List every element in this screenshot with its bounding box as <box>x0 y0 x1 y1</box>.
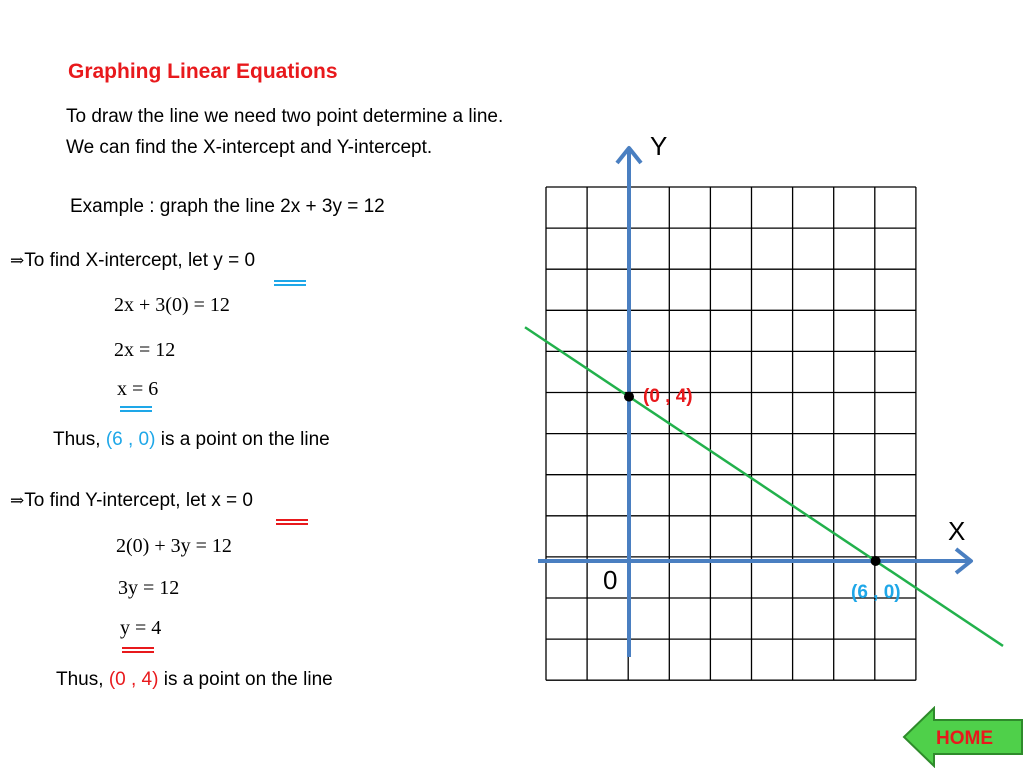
intro-line-2: We can find the X-intercept and Y-intercept. <box>66 137 433 158</box>
y-intercept-eq-3: y = 4 <box>120 617 162 639</box>
example-statement: Example : graph the line 2x + 3y = 12 <box>70 196 385 217</box>
x-intercept-heading-text: To find X-intercept, let y = 0 <box>24 250 256 271</box>
x-intercept-conclusion: Thus, (6 , 0) is a point on the line <box>53 429 330 450</box>
x-intercept-point-label: (6 , 0) <box>851 582 901 603</box>
x-intercept-point <box>871 556 881 566</box>
implies-icon: ⇒ <box>10 251 25 271</box>
home-button-label: HOME <box>936 728 993 749</box>
y-intercept-point-label: (0 , 4) <box>643 386 693 407</box>
y-intercept-conclusion: Thus, (0 , 4) is a point on the line <box>56 669 333 690</box>
page-title: Graphing Linear Equations <box>68 60 338 83</box>
x-intercept-point-text: (6 , 0) <box>105 429 156 450</box>
y-intercept-eq-1: 2(0) + 3y = 12 <box>116 535 232 557</box>
x-intercept-eq-2: 2x = 12 <box>114 339 176 361</box>
grid <box>546 187 916 680</box>
x-intercept-eq-1: 2x + 3(0) = 12 <box>114 294 230 316</box>
implies-icon: ⇒ <box>10 491 25 511</box>
y-intercept-point <box>624 392 634 402</box>
origin-label: 0 <box>603 565 618 595</box>
y-intercept-point-text: (0 , 4) <box>108 669 159 690</box>
y-intercept-eq-2: 3y = 12 <box>118 577 180 599</box>
home-button[interactable] <box>900 706 1024 768</box>
y-axis-label: Y <box>650 131 668 161</box>
y-intercept-heading-text: To find Y-intercept, let x = 0 <box>24 490 253 511</box>
intro-line-1: To draw the line we need two point determine a line. <box>66 106 504 127</box>
x-intercept-eq-3: x = 6 <box>117 378 159 400</box>
x-axis-label: X <box>948 516 966 546</box>
